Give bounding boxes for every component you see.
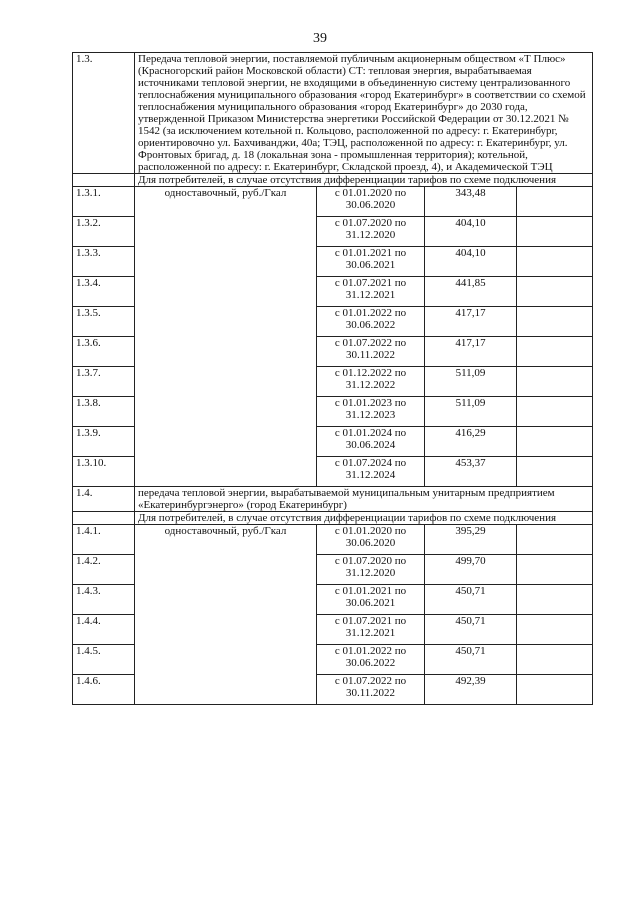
row-number: 1.3.9. (73, 427, 135, 457)
empty-cell (517, 367, 593, 397)
period-cell: с 01.07.2021 по 31.12.2021 (317, 277, 425, 307)
period-cell: с 01.07.2022 по 30.11.2022 (317, 337, 425, 367)
row-number: 1.3.6. (73, 337, 135, 367)
tariff-value: 395,29 (425, 525, 517, 555)
period-cell: с 01.01.2020 по 30.06.2020 (317, 525, 425, 555)
tariff-value: 511,09 (425, 367, 517, 397)
empty-cell (73, 174, 135, 187)
period-cell: с 01.01.2024 по 30.06.2024 (317, 427, 425, 457)
section-header-row (73, 487, 593, 512)
row-number: 1.3.5. (73, 307, 135, 337)
period-cell: с 01.01.2020 по 30.06.2020 (317, 187, 425, 217)
empty-cell (517, 457, 593, 487)
tariff-value: 453,37 (425, 457, 517, 487)
tariff-value: 404,10 (425, 247, 517, 277)
section-number: 1.3. (73, 53, 135, 174)
row-number: 1.4.1. (73, 525, 135, 555)
tariff-table-body (73, 53, 593, 705)
tariff-value: 416,29 (425, 427, 517, 457)
period-cell: с 01.01.2022 по 30.06.2022 (317, 307, 425, 337)
row-number: 1.4.4. (73, 615, 135, 645)
tariff-value: 417,17 (425, 307, 517, 337)
period-cell: с 01.01.2021 по 30.06.2021 (317, 247, 425, 277)
empty-cell (517, 247, 593, 277)
row-number: 1.4.2. (73, 555, 135, 585)
empty-cell (517, 307, 593, 337)
period-cell: с 01.07.2024 по 31.12.2024 (317, 457, 425, 487)
section-subtitle: Для потребителей, в случае отсутствия дифференциации тарифов по схеме подключения (135, 174, 593, 187)
empty-cell (517, 397, 593, 427)
empty-cell (73, 512, 135, 525)
period-cell: с 01.01.2022 по 30.06.2022 (317, 645, 425, 675)
empty-cell (517, 277, 593, 307)
period-cell: с 01.07.2022 по 30.11.2022 (317, 675, 425, 705)
empty-cell (517, 675, 593, 705)
row-number: 1.4.6. (73, 675, 135, 705)
empty-cell (517, 645, 593, 675)
section-subtitle-row (73, 512, 593, 525)
row-number: 1.4.5. (73, 645, 135, 675)
empty-cell (517, 585, 593, 615)
empty-cell (517, 427, 593, 457)
table-row (73, 187, 593, 217)
period-cell: с 01.07.2020 по 31.12.2020 (317, 217, 425, 247)
tariff-table (72, 52, 593, 705)
tariff-value: 499,70 (425, 555, 517, 585)
tariff-unit: одноставочный, руб./Гкал (135, 525, 317, 705)
empty-cell (517, 217, 593, 247)
tariff-value: 343,48 (425, 187, 517, 217)
row-number: 1.3.4. (73, 277, 135, 307)
row-number: 1.3.1. (73, 187, 135, 217)
empty-cell (517, 337, 593, 367)
tariff-value: 450,71 (425, 645, 517, 675)
period-cell: с 01.07.2020 по 31.12.2020 (317, 555, 425, 585)
period-cell: с 01.07.2021 по 31.12.2021 (317, 615, 425, 645)
row-number: 1.3.3. (73, 247, 135, 277)
section-subtitle-row (73, 174, 593, 187)
period-cell: с 01.01.2021 по 30.06.2021 (317, 585, 425, 615)
row-number: 1.4.3. (73, 585, 135, 615)
empty-cell (517, 525, 593, 555)
section-title: Передача тепловой энергии, поставляемой публичным акционерным обществом «Т Плюс» (Красногорский район Московской области) СТ: тепловая энергия, вырабатываемая источниками тепловой энергии, не входящими в объединенную систему централизованного теплоснабжения муниципального образования «город Екатеринбург» в соответствии со схемой теплоснабжения муниципального образования «город Екатеринбург» до 2030 года, утвержденной Приказом Министерства энергетики Российской Федерации от 30.12.2021 № 1542 (за исключением котельной п. Кольцово, расположенной по адресу: г. Екатеринбург, ориентировочно ул. Бахчиванджи, 40а; ТЭЦ, расположенной по адресу: г. Екатеринбург, ул. Фронтовых бригад, д. 18 (локальная зона - промышленная территория); котельной, расположенной по адресу: г. Екатеринбург, Складской проезд, 4), и Академической ТЭЦ (135, 53, 593, 174)
row-number: 1.3.10. (73, 457, 135, 487)
period-cell: с 01.12.2022 по 31.12.2022 (317, 367, 425, 397)
tariff-value: 404,10 (425, 217, 517, 247)
row-number: 1.3.7. (73, 367, 135, 397)
row-number: 1.3.8. (73, 397, 135, 427)
table-row (73, 525, 593, 555)
empty-cell (517, 187, 593, 217)
tariff-value: 450,71 (425, 585, 517, 615)
tariff-value: 450,71 (425, 615, 517, 645)
tariff-value: 492,39 (425, 675, 517, 705)
empty-cell (517, 555, 593, 585)
tariff-value: 417,17 (425, 337, 517, 367)
row-number: 1.3.2. (73, 217, 135, 247)
section-number: 1.4. (73, 487, 135, 512)
period-cell: с 01.01.2023 по 31.12.2023 (317, 397, 425, 427)
page-number: 39 (313, 31, 327, 46)
tariff-value: 441,85 (425, 277, 517, 307)
tariff-value: 511,09 (425, 397, 517, 427)
section-header-row (73, 53, 593, 174)
empty-cell (517, 615, 593, 645)
tariff-unit: одноставочный, руб./Гкал (135, 187, 317, 487)
section-subtitle: Для потребителей, в случае отсутствия дифференциации тарифов по схеме подключения (135, 512, 593, 525)
section-title: передача тепловой энергии, вырабатываемой муниципальным унитарным предприятием «Екатеринбургэнерго» (город Екатеринбург) (135, 487, 593, 512)
